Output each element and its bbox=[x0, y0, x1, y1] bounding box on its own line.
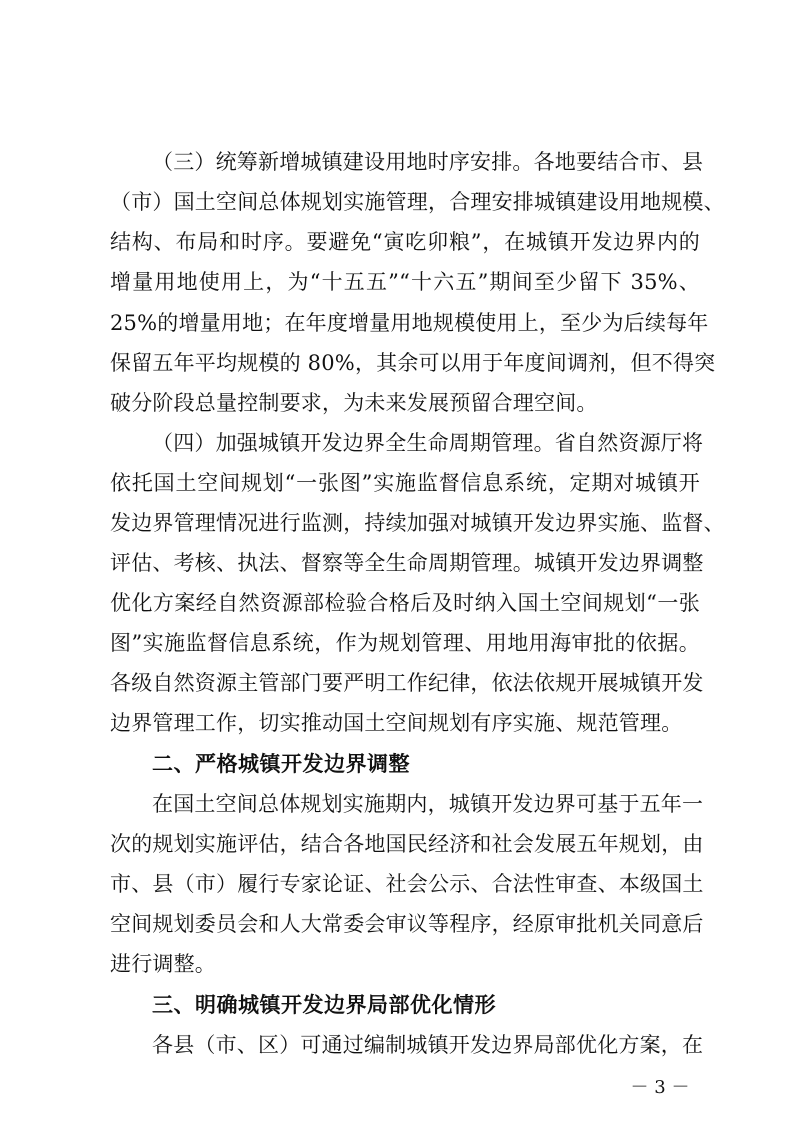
paragraph-3-line: （三）统筹新增城镇建设用地时序安排。各地要结合市、县 bbox=[152, 150, 704, 174]
paragraph-3-line: 保留五年平均规模的 80%，其余可以用于年度间调剂，但不得突 bbox=[110, 351, 716, 375]
paragraph-4-line: 图”实施监督信息系统，作为规划管理、用地用海审批的依据。 bbox=[110, 631, 700, 655]
section-2-line: 市、县（市）履行专家论证、社会公示、合法性审查、本级国土 bbox=[110, 872, 704, 896]
section-3-line: 各县（市、区）可通过编制城镇开发边界局部优化方案，在 bbox=[152, 1033, 704, 1057]
paragraph-3-line: 破分阶段总量控制要求，为未来发展预留合理空间。 bbox=[110, 391, 598, 415]
paragraph-4-line: 优化方案经自然资源部检验合格后及时纳入国土空间规划“一张 bbox=[110, 591, 700, 615]
section-2-line: 空间规划委员会和人大常委会审议等程序，经原审批机关同意后 bbox=[110, 912, 704, 936]
paragraph-4-line: 各级自然资源主管部门要严明工作纪律，依法依规开展城镇开发 bbox=[110, 671, 704, 695]
paragraph-3-line: 结构、布局和时序。要避免“寅吃卯粮”，在城镇开发边界内的 bbox=[110, 230, 700, 254]
section-heading-3: 三、明确城镇开发边界局部优化情形 bbox=[152, 993, 496, 1017]
paragraph-4-line: 依托国土空间规划“一张图”实施监督信息系统，定期对城镇开 bbox=[110, 471, 700, 495]
section-heading-2: 二、严格城镇开发边界调整 bbox=[152, 752, 410, 776]
section-2-line: 次的规划实施评估，结合各地国民经济和社会发展五年规划，由 bbox=[110, 832, 704, 856]
paragraph-3-line: 25%的增量用地；在年度增量用地规模使用上，至少为后续每年 bbox=[110, 311, 709, 335]
paragraph-4-line: 评估、考核、执法、督察等全生命周期管理。城镇开发边界调整 bbox=[110, 551, 704, 575]
section-2-line: 进行调整。 bbox=[110, 952, 216, 976]
paragraph-3-line: 增量用地使用上，为“十五五”“十六五”期间至少留下 35%、 bbox=[110, 270, 700, 294]
page-number: － 3 － bbox=[630, 1077, 690, 1098]
paragraph-4-line: 边界管理工作，切实推动国土空间规划有序实施、规范管理。 bbox=[110, 711, 683, 735]
paragraph-3-line: （市）国土空间总体规划实施管理，合理安排城镇建设用地规模、 bbox=[110, 190, 725, 214]
section-2-line: 在国土空间总体规划实施期内，城镇开发边界可基于五年一 bbox=[152, 792, 704, 816]
paragraph-4-line: 发边界管理情况进行监测，持续加强对城镇开发边界实施、监督、 bbox=[110, 511, 725, 535]
paragraph-4-line: （四）加强城镇开发边界全生命周期管理。省自然资源厅将 bbox=[152, 431, 704, 455]
